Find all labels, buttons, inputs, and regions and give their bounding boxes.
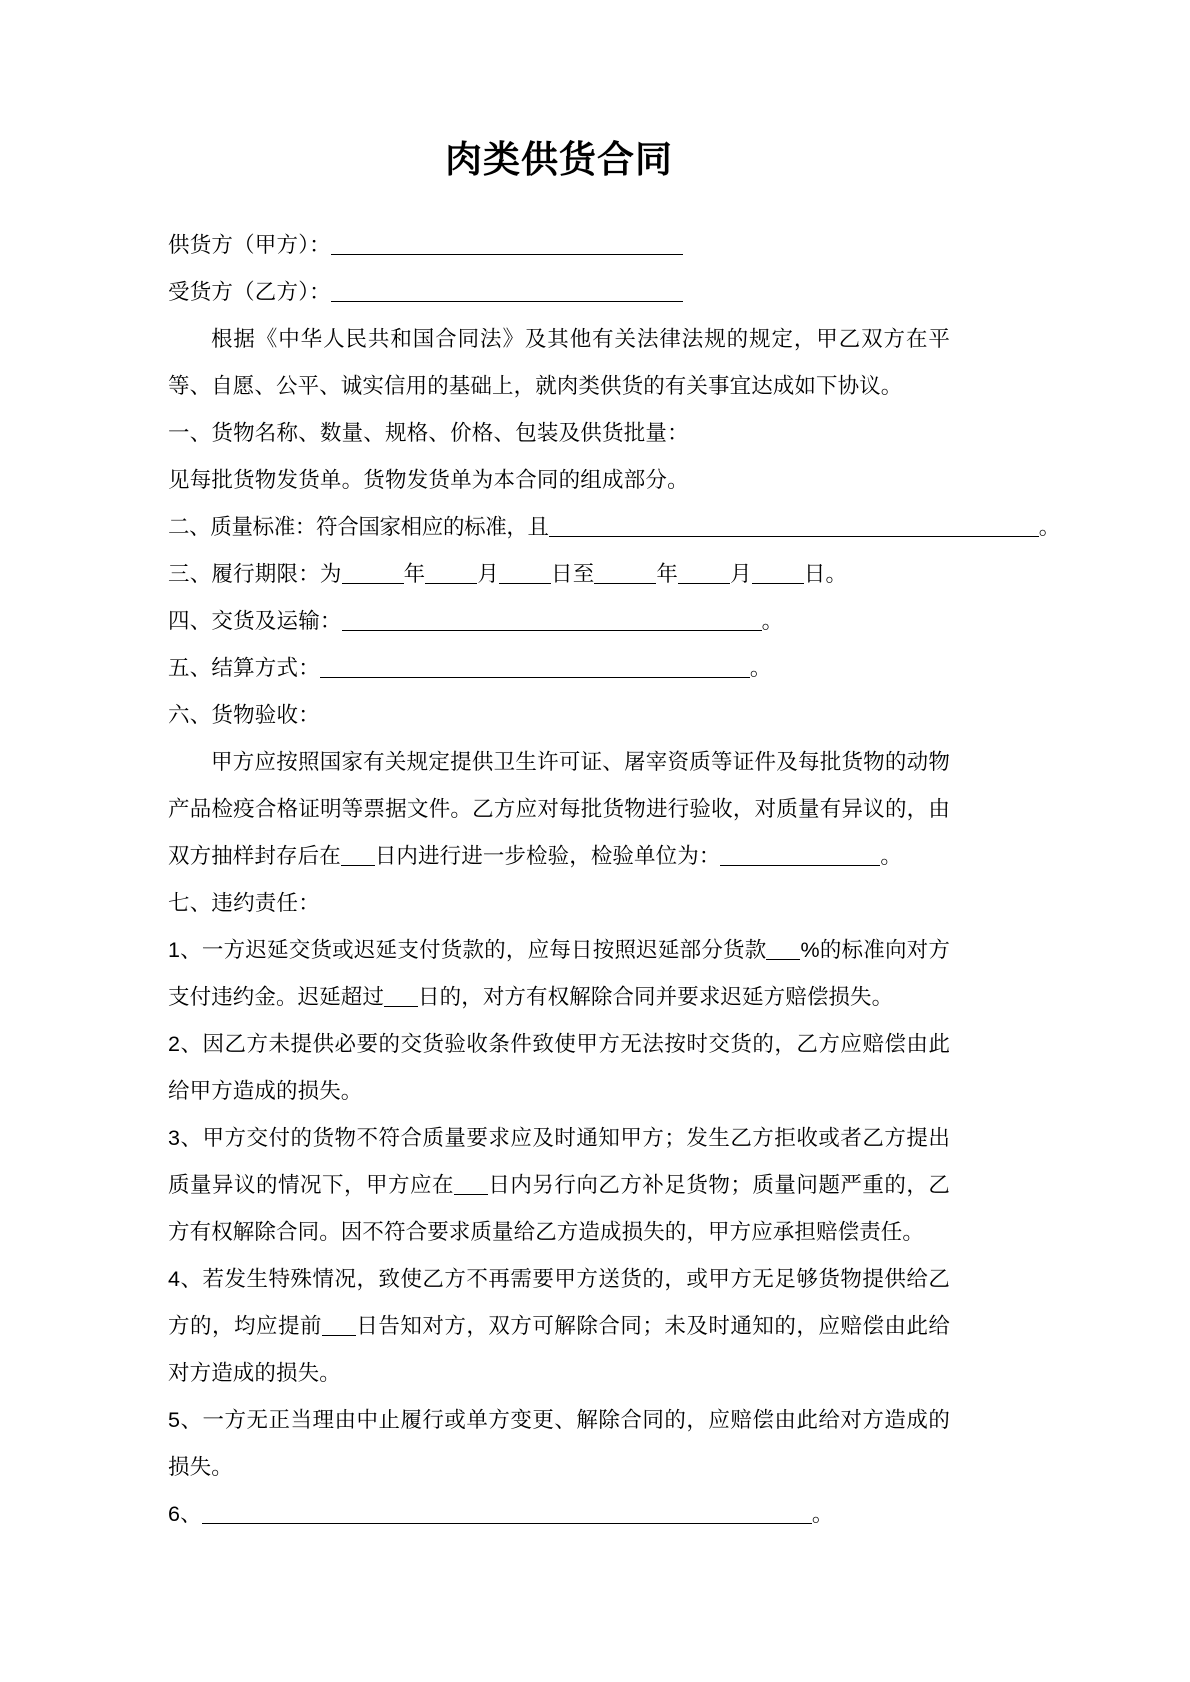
clause-2: 2、因乙方未提供必要的交货验收条件致使甲方无法按时交货的，乙方应赔偿由此给甲方造成的损失。	[168, 1032, 950, 1104]
section-5-period: 。	[749, 656, 772, 681]
delay-days-blank[interactable]	[384, 982, 418, 1008]
start-day-blank[interactable]	[499, 559, 551, 585]
preamble-paragraph: 根据《中华人民共和国合同法》及其他有关法律法规的规定，甲乙双方在平等、自愿、公平、诚实信用的基础上，就肉类供货的有关事宜达成如下协议。	[168, 327, 950, 399]
end-day-blank[interactable]	[752, 559, 804, 585]
section-4-label: 四、交货及运输：	[168, 609, 342, 634]
end-year-blank[interactable]	[594, 559, 656, 585]
notice-days-blank[interactable]	[322, 1311, 356, 1337]
delivery-transport-blank[interactable]	[342, 606, 762, 632]
document-body	[168, 0, 1060, 1538]
clause-5: 5、一方无正当理由中止履行或单方变更、解除合同的，应赔偿由此给对方造成的损失。	[168, 1408, 950, 1480]
quality-standard-blank[interactable]	[549, 512, 1039, 538]
end-month-unit: 月	[730, 562, 752, 587]
receiver-party-line	[168, 269, 950, 316]
section-6-text-1: 甲方应按照国家有关规定提供卫生许可证、屠宰资质等证件及每批货物的动物产品检疫合格证明等票据文件。乙方应对每批货物进行验收，对质量有异议的，由双方抽样封存后在	[168, 750, 950, 869]
end-day-unit: 日。	[803, 562, 848, 587]
clause-3	[168, 1115, 950, 1256]
clause-1-text-1: 1、一方迟延交货或迟延支付货款的，应每日按照迟延部分货款	[168, 938, 767, 963]
clause-6-blank[interactable]	[202, 1499, 812, 1525]
section-6-body	[168, 739, 950, 880]
section-4-line	[168, 598, 950, 645]
inspection-unit-blank[interactable]	[720, 841, 880, 867]
settlement-method-blank[interactable]	[320, 653, 750, 679]
section-3-line	[168, 551, 950, 598]
start-year-unit: 年	[403, 562, 426, 587]
clause-6	[168, 1491, 950, 1538]
clause-3-text-2: 日内另行向乙方补足货物；质量问题严重的，乙方有权解除合同。因不符合要求质量给乙方造成损失的，甲方应承担赔偿责任。	[168, 1173, 950, 1245]
section-2-period: 。	[1038, 515, 1060, 540]
page-title: 肉类供货合同	[445, 139, 673, 180]
clause-3-text-1: 3、甲方交付的货物不符合质量要求应及时通知甲方；发生乙方拒收或者乙方提出质量异议的情况下，甲方应在	[168, 1126, 950, 1198]
start-month-unit: 月	[477, 562, 500, 587]
section-6-text-2: 日内进行进一步检验，检验单位为：	[374, 844, 721, 869]
receiver-name-blank[interactable]	[331, 277, 683, 303]
end-month-blank[interactable]	[678, 559, 730, 585]
end-year-unit: 年	[656, 562, 679, 587]
inspection-days-blank[interactable]	[341, 841, 375, 867]
section-2-label: 二、质量标准：符合国家相应的标准，且	[168, 515, 549, 540]
section-2-line	[168, 504, 1060, 551]
supplier-party-line	[168, 182, 950, 269]
start-month-blank[interactable]	[425, 559, 477, 585]
supplier-party-label: 供货方（甲方）：	[168, 233, 331, 258]
section-1-body: 见每批货物发货单。货物发货单为本合同的组成部分。	[168, 468, 689, 493]
section-6-heading: 六、货物验收：	[168, 703, 320, 728]
clause-6-number: 6、	[168, 1502, 202, 1527]
clause-1	[168, 927, 950, 1021]
section-5-label: 五、结算方式：	[168, 656, 320, 681]
start-day-unit: 日至	[551, 562, 595, 587]
replenish-days-blank[interactable]	[454, 1170, 488, 1196]
penalty-percent-blank[interactable]	[766, 935, 800, 961]
section-5-line	[168, 645, 950, 692]
section-3-label: 三、履行期限：为	[168, 562, 342, 587]
clause-1-text-2: %的标准向对方支付违约金。迟延超过	[168, 938, 950, 1010]
section-1-heading: 一、货物名称、数量、规格、价格、包装及供货批量：	[168, 421, 689, 446]
clause-6-period: 。	[811, 1502, 834, 1527]
section-4-period: 。	[761, 609, 784, 634]
clause-4	[168, 1256, 950, 1397]
start-year-blank[interactable]	[342, 559, 404, 585]
clause-4-text-2: 日告知对方，双方可解除合同；未及时通知的，应赔偿由此给对方造成的损失。	[168, 1314, 950, 1386]
clause-1-text-3: 日的，对方有权解除合同并要求迟延方赔偿损失。	[418, 985, 894, 1010]
receiver-party-label: 受货方（乙方）：	[168, 280, 331, 305]
supplier-name-blank[interactable]	[331, 230, 683, 256]
clause-4-text-1: 4、若发生特殊情况，致使乙方不再需要甲方送货的，或甲方无足够货物提供给乙方的，均应提前	[168, 1267, 950, 1339]
section-6-period: 。	[880, 844, 903, 869]
section-7-heading: 七、违约责任：	[168, 891, 320, 916]
